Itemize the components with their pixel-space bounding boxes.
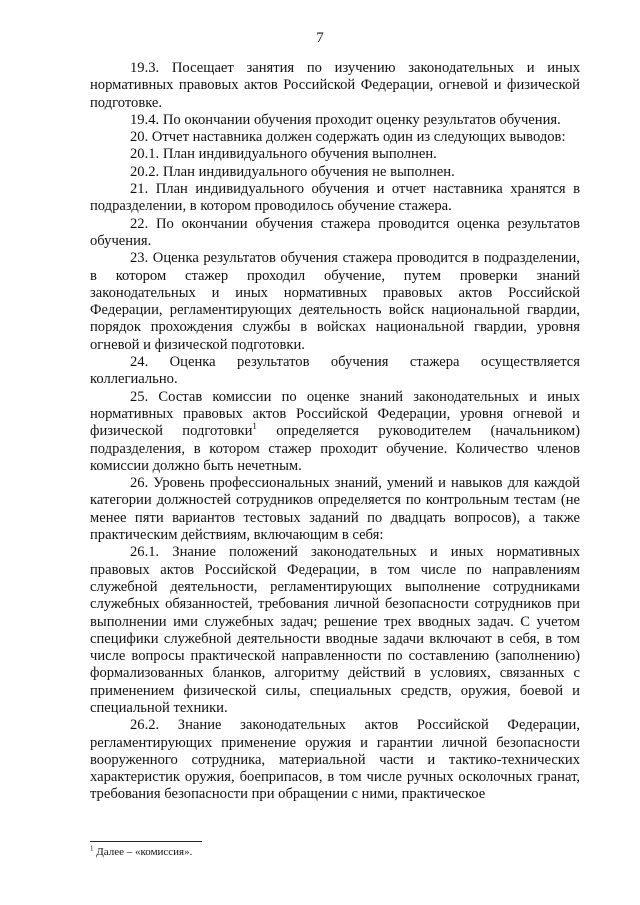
paragraph-19-4: 19.4. По окончании обучения проходит оценку результатов обучения.: [130, 111, 561, 128]
footnote-text: Далее – «комиссия».: [93, 846, 193, 858]
footnote-reference: 1: [252, 421, 257, 432]
paragraph-21: 21. План индивидуального обучения и отчет наставника хранятся в подразделении, в котором проводилось обучение стажера.: [90, 181, 580, 215]
footnote: [90, 846, 580, 859]
paragraph-25-part-2: определяется руководителем (начальником) подразделения, в котором стажер проходит обучение. Количество членов комиссии должно быть нечетным.: [90, 423, 580, 474]
paragraph-20-1: 20.1. План индивидуального обучения выполнен.: [130, 146, 437, 163]
paragraph-20-2: 20.2. План индивидуального обучения не выполнен.: [130, 163, 455, 180]
paragraph-22: 22. По окончании обучения стажера проводится оценка результатов обучения.: [90, 215, 580, 249]
paragraph-19-3: 19.3. Посещает занятия по изучению законодательных и иных нормативных правовых актов Российской Федерации, огневой и физической подготовке.: [90, 60, 580, 111]
document-body: [90, 60, 580, 804]
paragraph-26: 26. Уровень профессиональных знаний, умений и навыков для каждой категории должностей сотрудников определяется по контрольным тестам (не менее пяти вариантов тестовых заданий по двадцать вопросов), а также практическим действиям, включающим в себя:: [90, 475, 580, 544]
paragraph-24: 24. Оценка результатов обучения стажера осуществляется коллегиально.: [90, 354, 580, 388]
paragraph-25: [90, 389, 580, 475]
paragraph-20: 20. Отчет наставника должен содержать один из следующих выводов:: [130, 129, 566, 146]
footnote-marker: 1: [90, 844, 94, 853]
paragraph-26-1: 26.1. Знание положений законодательных и иных нормативных правовых актов Российской Федерации, в том числе по направлениям служебной деятельности, регламентирующих выполнение сотрудниками служебных обязанностей, требования личной безопасности сотрудников при выполнении ими служебных задач; решение трех вводных задач. С учетом специфики служебной деятельности вводные задачи включают в себя, в том числе вопросы практической направленности по составлению (заполнению) формализованных бланков, алгоритму действий в условиях, связанных с применением физической силы, специальных средств, оружия, боевой и специальной техники.: [90, 544, 580, 716]
paragraph-23: 23. Оценка результатов обучения стажера проводится в подразделении, в котором стажер проходил обучение, путем проверки знаний законодательных и иных нормативных правовых актов Российской Федерации, регламентирующих деятельность войск национальной гвардии, порядок прохождения службы в войсках национальной гвардии, уровня огневой и физической подготовки.: [90, 250, 580, 353]
paragraph-26-2: 26.2. Знание законодательных актов Российской Федерации, регламентирующих применение оружия и гарантии личной безопасности вооруженного сотрудника, материальной части и тактико-технических характеристик оружия, боеприпасов, в том числе ручных осколочных гранат, требования безопасности при обращении с ними, практическое: [90, 717, 580, 803]
paragraph-25-part-1: 25. Состав комиссии по оценке знаний законодательных и иных нормативных правовых актов Российской Федерации, уровня огневой и физической подготовки: [90, 388, 580, 440]
footnote-divider: [90, 841, 202, 842]
page-number: 7: [316, 30, 324, 46]
